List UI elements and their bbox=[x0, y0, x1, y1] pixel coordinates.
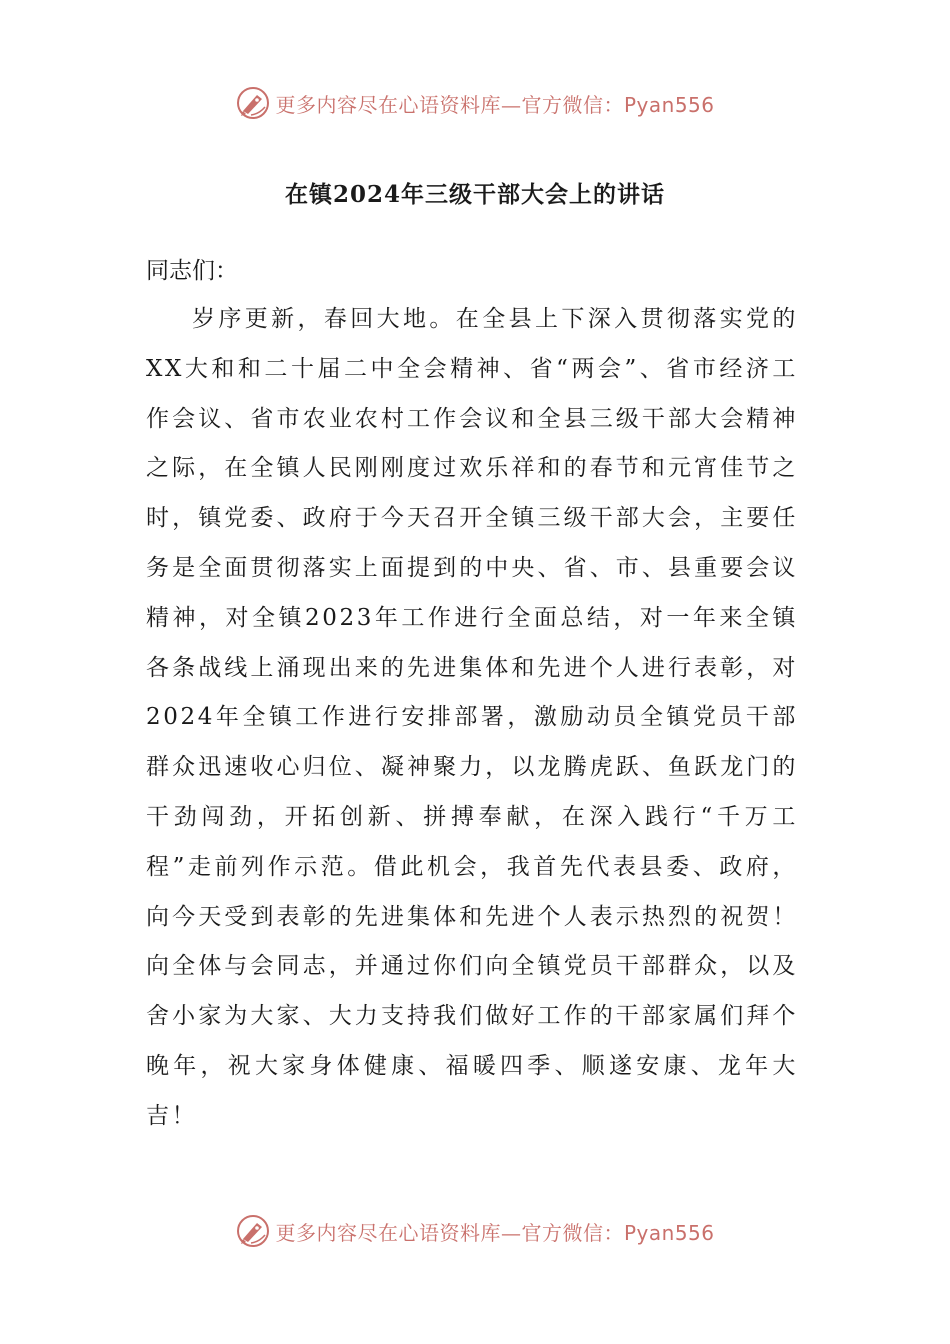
pen-nib-logo-icon bbox=[235, 85, 271, 121]
footer-watermark bbox=[0, 1211, 950, 1251]
document-title: 在镇2024年三级干部大会上的讲话 bbox=[284, 181, 665, 208]
header-watermark bbox=[0, 83, 950, 123]
watermark-wechat-id: Pyan556 bbox=[623, 1220, 715, 1245]
watermark-text bbox=[275, 89, 714, 118]
watermark-text-cn: 更多内容尽在心语资料库—官方微信： bbox=[275, 92, 624, 117]
body-paragraph: 岁序更新，春回大地。在全县上下深入贯彻落实党的XX大和和二十届二中全会精神、省“两会”、省市经济工作会议、省市农业农村工作会议和全县三级干部大会精神之际，在全镇人民刚刚度过欢乐祥和的春节和元宵佳节之时，镇党委、政府于今天召开全镇三级干部大会，主要任务是全面贯彻落实上面提到的中央、省、市、县重要会议精神，对全镇2023年工作进行全面总结，对一年来全镇各条战线上涌现出来的先进集体和先进个人进行表彰，对2024年全镇工作进行安排部署，激励动员全镇党员干部群众迅速收心归位、凝神聚力，以龙腾虎跃、鱼跃龙门的干劲闯劲，开拓创新、拼搏奉献，在深入践行“千万工程”走前列作示范。借此机会，我首先代表县委、政府，向今天受到表彰的先进集体和先进个人表示热烈的祝贺！向全体与会同志，并通过你们向全镇党员干部群众，以及舍小家为大家、大力支持我们做好工作的干部家属们拜个晚年，祝大家身体健康、福暖四季、顺遂安康、龙年大吉！ bbox=[146, 306, 798, 1129]
watermark-text bbox=[275, 1217, 714, 1246]
pen-nib-logo-icon bbox=[235, 1213, 271, 1249]
watermark-text-cn: 更多内容尽在心语资料库—官方微信： bbox=[275, 1220, 624, 1245]
salutation: 同志们： bbox=[146, 258, 238, 284]
watermark-wechat-id: Pyan556 bbox=[623, 92, 715, 117]
